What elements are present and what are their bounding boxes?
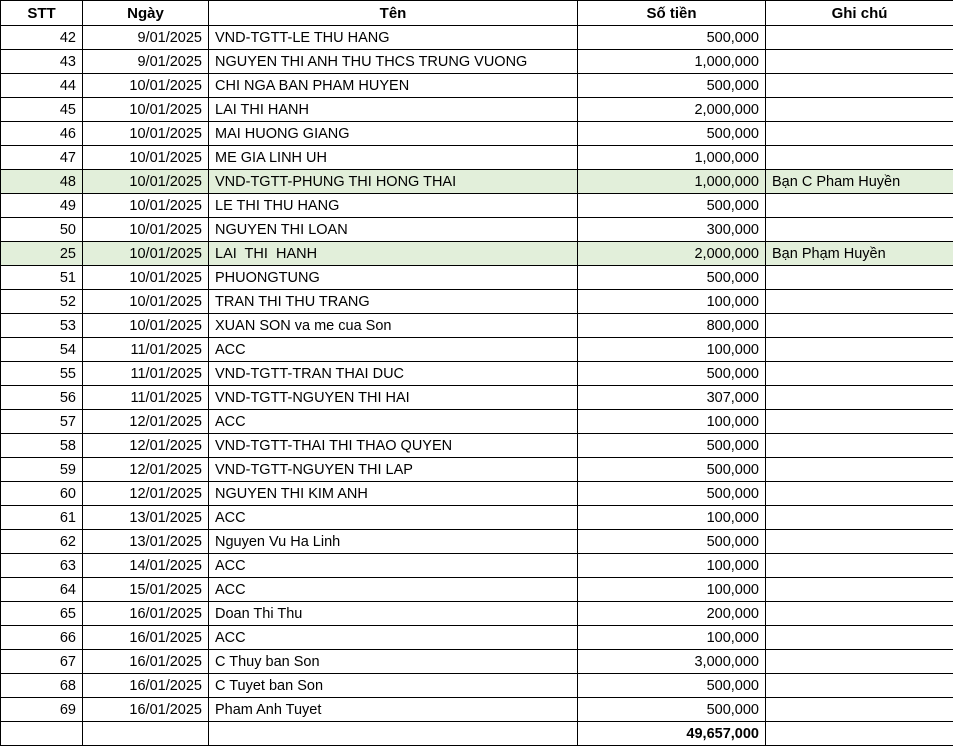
cell-name[interactable]: ACC [209, 554, 578, 578]
table-row [1, 506, 953, 530]
cell-note[interactable] [766, 674, 953, 698]
cell-date[interactable]: 10/01/2025 [83, 122, 209, 146]
cell-date[interactable]: 16/01/2025 [83, 674, 209, 698]
cell-amount[interactable]: 300,000 [578, 218, 766, 242]
cell-amount[interactable]: 500,000 [578, 26, 766, 50]
table-row [1, 122, 953, 146]
cell-stt[interactable]: 57 [1, 410, 83, 434]
cell-note[interactable] [766, 122, 953, 146]
total-cell-note[interactable] [766, 722, 953, 746]
cell-name[interactable]: VND-TGTT-PHUNG THI HONG THAI [209, 170, 578, 194]
cell-name[interactable]: VND-TGTT-NGUYEN THI HAI [209, 386, 578, 410]
cell-amount[interactable]: 1,000,000 [578, 170, 766, 194]
cell-name[interactable]: VND-TGTT-LE THU HANG [209, 26, 578, 50]
cell-name[interactable]: C Thuy ban Son [209, 650, 578, 674]
table-row [1, 626, 953, 650]
cell-note[interactable] [766, 434, 953, 458]
table-row [1, 386, 953, 410]
cell-amount[interactable]: 100,000 [578, 506, 766, 530]
cell-stt[interactable]: 49 [1, 194, 83, 218]
cell-stt[interactable]: 54 [1, 338, 83, 362]
column-header-stt[interactable]: STT [1, 1, 83, 26]
table-row [1, 266, 953, 290]
cell-stt[interactable]: 66 [1, 626, 83, 650]
cell-date[interactable]: 16/01/2025 [83, 650, 209, 674]
cell-name[interactable]: C Tuyet ban Son [209, 674, 578, 698]
cell-note[interactable] [766, 314, 953, 338]
cell-note[interactable] [766, 458, 953, 482]
cell-stt[interactable]: 69 [1, 698, 83, 722]
table-row [1, 314, 953, 338]
cell-date[interactable]: 10/01/2025 [83, 242, 209, 266]
cell-name[interactable]: ME GIA LINH UH [209, 146, 578, 170]
cell-stt[interactable]: 63 [1, 554, 83, 578]
cell-stt[interactable]: 44 [1, 74, 83, 98]
table-row [1, 98, 953, 122]
cell-note[interactable]: Bạn Phạm Huyền [766, 242, 953, 266]
cell-note[interactable] [766, 338, 953, 362]
cell-name[interactable]: ACC [209, 578, 578, 602]
cell-name[interactable]: XUAN SON va me cua Son [209, 314, 578, 338]
cell-note[interactable] [766, 146, 953, 170]
cell-name[interactable]: Pham Anh Tuyet [209, 698, 578, 722]
total-row [1, 722, 953, 746]
cell-amount[interactable]: 100,000 [578, 578, 766, 602]
cell-stt[interactable]: 51 [1, 266, 83, 290]
cell-date[interactable]: 12/01/2025 [83, 410, 209, 434]
cell-amount[interactable]: 200,000 [578, 602, 766, 626]
cell-note[interactable] [766, 530, 953, 554]
cell-amount[interactable]: 1,000,000 [578, 146, 766, 170]
cell-name[interactable]: MAI HUONG GIANG [209, 122, 578, 146]
cell-stt[interactable]: 55 [1, 362, 83, 386]
column-header-ghichu[interactable]: Ghi chú [766, 1, 953, 26]
cell-stt[interactable]: 64 [1, 578, 83, 602]
table-row [1, 194, 953, 218]
cell-stt[interactable]: 58 [1, 434, 83, 458]
cell-date[interactable]: 10/01/2025 [83, 98, 209, 122]
table-row [1, 410, 953, 434]
cell-stt[interactable]: 60 [1, 482, 83, 506]
cell-amount[interactable]: 800,000 [578, 314, 766, 338]
cell-amount[interactable]: 2,000,000 [578, 242, 766, 266]
table-row [1, 146, 953, 170]
table-row [1, 434, 953, 458]
cell-amount[interactable]: 100,000 [578, 554, 766, 578]
cell-amount[interactable]: 100,000 [578, 626, 766, 650]
cell-stt[interactable]: 50 [1, 218, 83, 242]
cell-name[interactable]: LE THI THU HANG [209, 194, 578, 218]
table-body [1, 26, 953, 722]
column-header-ngay[interactable]: Ngày [83, 1, 209, 26]
cell-amount[interactable]: 100,000 [578, 338, 766, 362]
cell-amount[interactable]: 500,000 [578, 194, 766, 218]
cell-note[interactable] [766, 362, 953, 386]
cell-name[interactable]: ACC [209, 626, 578, 650]
cell-stt[interactable]: 52 [1, 290, 83, 314]
table-row [1, 218, 953, 242]
total-cell-date[interactable] [83, 722, 209, 746]
cell-date[interactable]: 11/01/2025 [83, 362, 209, 386]
cell-note[interactable] [766, 554, 953, 578]
header-row [1, 1, 953, 26]
cell-date[interactable]: 10/01/2025 [83, 74, 209, 98]
cell-date[interactable]: 16/01/2025 [83, 626, 209, 650]
cell-note[interactable] [766, 218, 953, 242]
cell-name[interactable]: Doan Thi Thu [209, 602, 578, 626]
cell-date[interactable]: 9/01/2025 [83, 50, 209, 74]
cell-note[interactable] [766, 602, 953, 626]
total-amount-cell[interactable]: 49,657,000 [578, 722, 766, 746]
table-row [1, 26, 953, 50]
cell-name[interactable]: CHI NGA BAN PHAM HUYEN [209, 74, 578, 98]
cell-name[interactable]: ACC [209, 506, 578, 530]
cell-date[interactable]: 16/01/2025 [83, 602, 209, 626]
table-row [1, 578, 953, 602]
cell-date[interactable]: 13/01/2025 [83, 506, 209, 530]
cell-date[interactable]: 15/01/2025 [83, 578, 209, 602]
cell-date[interactable]: 10/01/2025 [83, 170, 209, 194]
cell-date[interactable]: 9/01/2025 [83, 26, 209, 50]
cell-note[interactable] [766, 26, 953, 50]
cell-note[interactable] [766, 290, 953, 314]
cell-name[interactable]: Nguyen Vu Ha Linh [209, 530, 578, 554]
cell-note[interactable] [766, 698, 953, 722]
cell-note[interactable] [766, 50, 953, 74]
cell-stt[interactable]: 43 [1, 50, 83, 74]
cell-name[interactable]: LAI THI HANH [209, 242, 578, 266]
cell-note[interactable] [766, 410, 953, 434]
cell-stt[interactable]: 48 [1, 170, 83, 194]
cell-name[interactable]: TRAN THI THU TRANG [209, 290, 578, 314]
cell-amount[interactable]: 500,000 [578, 674, 766, 698]
cell-date[interactable]: 16/01/2025 [83, 698, 209, 722]
cell-stt[interactable]: 42 [1, 26, 83, 50]
cell-amount[interactable]: 500,000 [578, 530, 766, 554]
cell-note[interactable] [766, 578, 953, 602]
column-header-ten[interactable]: Tên [209, 1, 578, 26]
cell-note[interactable] [766, 650, 953, 674]
cell-date[interactable]: 12/01/2025 [83, 482, 209, 506]
cell-stt[interactable]: 25 [1, 242, 83, 266]
cell-amount[interactable]: 3,000,000 [578, 650, 766, 674]
cell-stt[interactable]: 45 [1, 98, 83, 122]
cell-date[interactable]: 10/01/2025 [83, 146, 209, 170]
table-row [1, 338, 953, 362]
cell-name[interactable]: ACC [209, 338, 578, 362]
table-row [1, 698, 953, 722]
cell-note[interactable] [766, 194, 953, 218]
cell-amount[interactable]: 1,000,000 [578, 50, 766, 74]
cell-amount[interactable]: 2,000,000 [578, 98, 766, 122]
cell-date[interactable]: 12/01/2025 [83, 458, 209, 482]
cell-amount[interactable]: 100,000 [578, 410, 766, 434]
cell-name[interactable]: NGUYEN THI ANH THU THCS TRUNG VUONG [209, 50, 578, 74]
cell-note[interactable] [766, 266, 953, 290]
cell-date[interactable]: 10/01/2025 [83, 218, 209, 242]
cell-stt[interactable]: 65 [1, 602, 83, 626]
cell-stt[interactable]: 62 [1, 530, 83, 554]
cell-date[interactable]: 11/01/2025 [83, 338, 209, 362]
cell-name[interactable]: PHUONGTUNG [209, 266, 578, 290]
cell-amount[interactable]: 500,000 [578, 74, 766, 98]
cell-amount[interactable]: 500,000 [578, 698, 766, 722]
column-header-sotien[interactable]: Số tiền [578, 1, 766, 26]
cell-amount[interactable]: 500,000 [578, 482, 766, 506]
cell-stt[interactable]: 47 [1, 146, 83, 170]
cell-amount[interactable]: 500,000 [578, 122, 766, 146]
table-row [1, 50, 953, 74]
cell-note[interactable] [766, 626, 953, 650]
table-row [1, 530, 953, 554]
cell-note[interactable] [766, 98, 953, 122]
cell-date[interactable]: 10/01/2025 [83, 194, 209, 218]
cell-date[interactable]: 10/01/2025 [83, 314, 209, 338]
table-row [1, 74, 953, 98]
cell-note[interactable] [766, 74, 953, 98]
cell-stt[interactable]: 46 [1, 122, 83, 146]
cell-date[interactable]: 12/01/2025 [83, 434, 209, 458]
cell-stt[interactable]: 61 [1, 506, 83, 530]
table-row [1, 554, 953, 578]
cell-note[interactable] [766, 506, 953, 530]
cell-amount[interactable]: 307,000 [578, 386, 766, 410]
cell-note[interactable] [766, 386, 953, 410]
cell-date[interactable]: 13/01/2025 [83, 530, 209, 554]
cell-amount[interactable]: 500,000 [578, 434, 766, 458]
cell-name[interactable]: LAI THI HANH [209, 98, 578, 122]
table-row [1, 242, 953, 266]
cell-date[interactable]: 10/01/2025 [83, 290, 209, 314]
cell-amount[interactable]: 500,000 [578, 362, 766, 386]
cell-stt[interactable]: 56 [1, 386, 83, 410]
cell-stt[interactable]: 67 [1, 650, 83, 674]
cell-name[interactable]: NGUYEN THI LOAN [209, 218, 578, 242]
cell-amount[interactable]: 100,000 [578, 290, 766, 314]
total-cell-stt[interactable] [1, 722, 83, 746]
table-row [1, 602, 953, 626]
cell-name[interactable]: VND-TGTT-TRAN THAI DUC [209, 362, 578, 386]
table-row [1, 674, 953, 698]
cell-name[interactable]: VND-TGTT-THAI THI THAO QUYEN [209, 434, 578, 458]
table-row [1, 170, 953, 194]
cell-amount[interactable]: 500,000 [578, 458, 766, 482]
cell-date[interactable]: 11/01/2025 [83, 386, 209, 410]
cell-date[interactable]: 10/01/2025 [83, 266, 209, 290]
table-row [1, 482, 953, 506]
cell-amount[interactable]: 500,000 [578, 266, 766, 290]
table-row [1, 458, 953, 482]
table-row [1, 362, 953, 386]
cell-stt[interactable]: 68 [1, 674, 83, 698]
cell-stt[interactable]: 59 [1, 458, 83, 482]
total-cell-name[interactable] [209, 722, 578, 746]
cell-name[interactable]: ACC [209, 410, 578, 434]
cell-note[interactable]: Bạn C Pham Huyền [766, 170, 953, 194]
cell-note[interactable] [766, 482, 953, 506]
table-row [1, 290, 953, 314]
cell-date[interactable]: 14/01/2025 [83, 554, 209, 578]
cell-name[interactable]: NGUYEN THI KIM ANH [209, 482, 578, 506]
cell-stt[interactable]: 53 [1, 314, 83, 338]
table-row [1, 650, 953, 674]
cell-name[interactable]: VND-TGTT-NGUYEN THI LAP [209, 458, 578, 482]
